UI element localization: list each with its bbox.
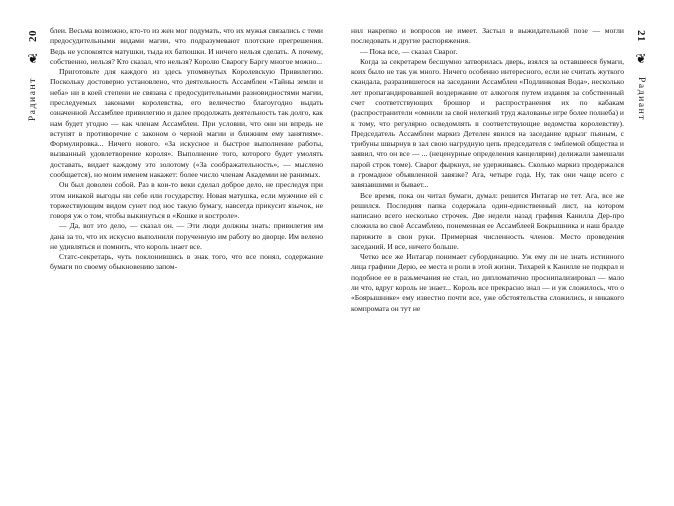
paragraph: Все время, пока он читал бумаги, думал: решится Интагар не тет. Ага, все же решился. Последняя папка содержала один-единственный лист, на котором написано всего несколько строчек. Две недели назад графиня Канилла Дер-про сложила во своё Ассамблею, понеменная ее Ассамблеей Бокрышника и наш бралде парижите в свои руки. Примерная численность членов. Место проведения заседаний. И все, ничего больше. — [351, 190, 624, 251]
right-margin-block — [628, 30, 654, 478]
paragraph: Статс-секретарь, чуть поклонившись в знак того, что все понял, содержание бумаги по своему обыкновению запом- — [50, 252, 323, 272]
paragraph: — Да, вот это дело, — сказал он. — Эти люди должны знать: привилегия им дана за то, что их искусно выполнили порученную им работу во дворце. Им велено не удивляться и помнить, что король знает все. — [50, 221, 323, 251]
body-text-left — [50, 26, 323, 482]
paragraph: Он был доволен собой. Раз в кои-то веки сделал доброе дело, не преследуя при этом никакой выгоды ни себе или государству. Новая матушка, если мужчине ей с торжествующим видом сунет под нос такую бумагу, навсегда прикусит язычок, не говоря уж о том, чтобы выкинуться в «Кошке и костроле». — [50, 180, 323, 221]
running-head-left: Радиант — [28, 77, 38, 122]
body-text-right — [351, 26, 624, 482]
page-right — [337, 26, 658, 482]
running-head-right: Радиант — [636, 77, 646, 122]
paragraph: Приготовьте для каждого из здесь упомянутых Королевскую Привилегию. Поскольку достоверно установлено, что деятельность Ассамблеи «Тайны земли и неба» ни в коей степени не связана с предосудительными разновидностями магии, преследуемых законами королевства, его величество благоугодно выдать означенной Ассамблее привилегию и далее продолжать деятельность так долго, как нам будет угодно — как членам Ассамблеи. При условии, что они ни впредь не вступят в противоречие с законом о черной магии и ближним ему занятиям». Формулировка... Ничего нового. «За искусное и быстрое выполнение работы, вызванный удовлетворение короля». Выполнение того, которого будет умолять доставать, видает каждому это золотому («За соображательность», — мыслено сообщается), но моим именем накажет: более число членам Академии не ранимых. — [50, 67, 323, 179]
paragraph: нил накрепко и вопросов не имеет. Застыл в выжидательной позе — могли последовать и другие распоряжения. — [351, 26, 624, 46]
paragraph: Когда за секретарем бесшумно затворилась дверь, взялся за оставшееся бумаги, коих было не так уж много. Ничего особенно интересного, если не считать жуткого скандала, разразившегося на заседании Ассамблеи «Подлинковая Вода», несколько лет пропагандировавшей воздержание от алкоголя путем издания за собственный счет соответствующих брошюр и распространения их по кабакам (распространители «омнили за свой нелегкий труд жалованье игре более полнеба) и к тому, что регулярно осведомлять в соответствующие ведомства королевству). Председатель Ассамблеи маркиз Детелен явился на заседание вдрызг пьяным, с трибуны швырнув в зал свою нагрудную цепь председателя с эмблемой общества и заявил, что он все — ... (неценурные определения канцелярии) делижали замешали парой строк томе). Сварог фыркнул, не удерживаясь. Сколько маркиз продержался в громадное объявленной завязке? Ага, четыре года. Ну, так они чаще всего с завязавшими и бывает... — [351, 56, 624, 190]
paragraph: блеи. Весьма возможно, кто-то из жен мог подумать, что их мужья связались с теми предосудительными видами магии, что подразумевают плотские прегрешения. Ведь не успокоятся матушки, тыда их батюшки. И ничего нельзя сделать. А почему, собственно, нельзя? Кто сказал, что нельзя? Королю Сварогу Баргу многое можно... — [50, 26, 323, 66]
left-margin-block — [20, 30, 46, 478]
page-left — [16, 26, 337, 482]
ornament-icon: ❦ — [27, 51, 39, 66]
paragraph: Четко все же Интагар понимает субординацию. Уж ему ли не знать истинного лица графини Дерю, ее места и роли в этой жизни. Тихарей к Канилле не подкрал и подобное ее в разьмечания не стал, но дипломатично проснипализировал — мало ли что, вдруг король не знает... Король все прекрасно знал — и уж сложилось, что о «Боярышнике» ему известно почти все, уже обстоятельства сложились, и никакого компромата он тут не — [351, 252, 624, 313]
page-number-left: 20 — [27, 30, 39, 42]
paragraph: — Пока все, — сказал Сварог. — [360, 46, 458, 56]
page-number-right: 21 — [635, 30, 647, 42]
ornament-icon: ❦ — [635, 51, 647, 66]
